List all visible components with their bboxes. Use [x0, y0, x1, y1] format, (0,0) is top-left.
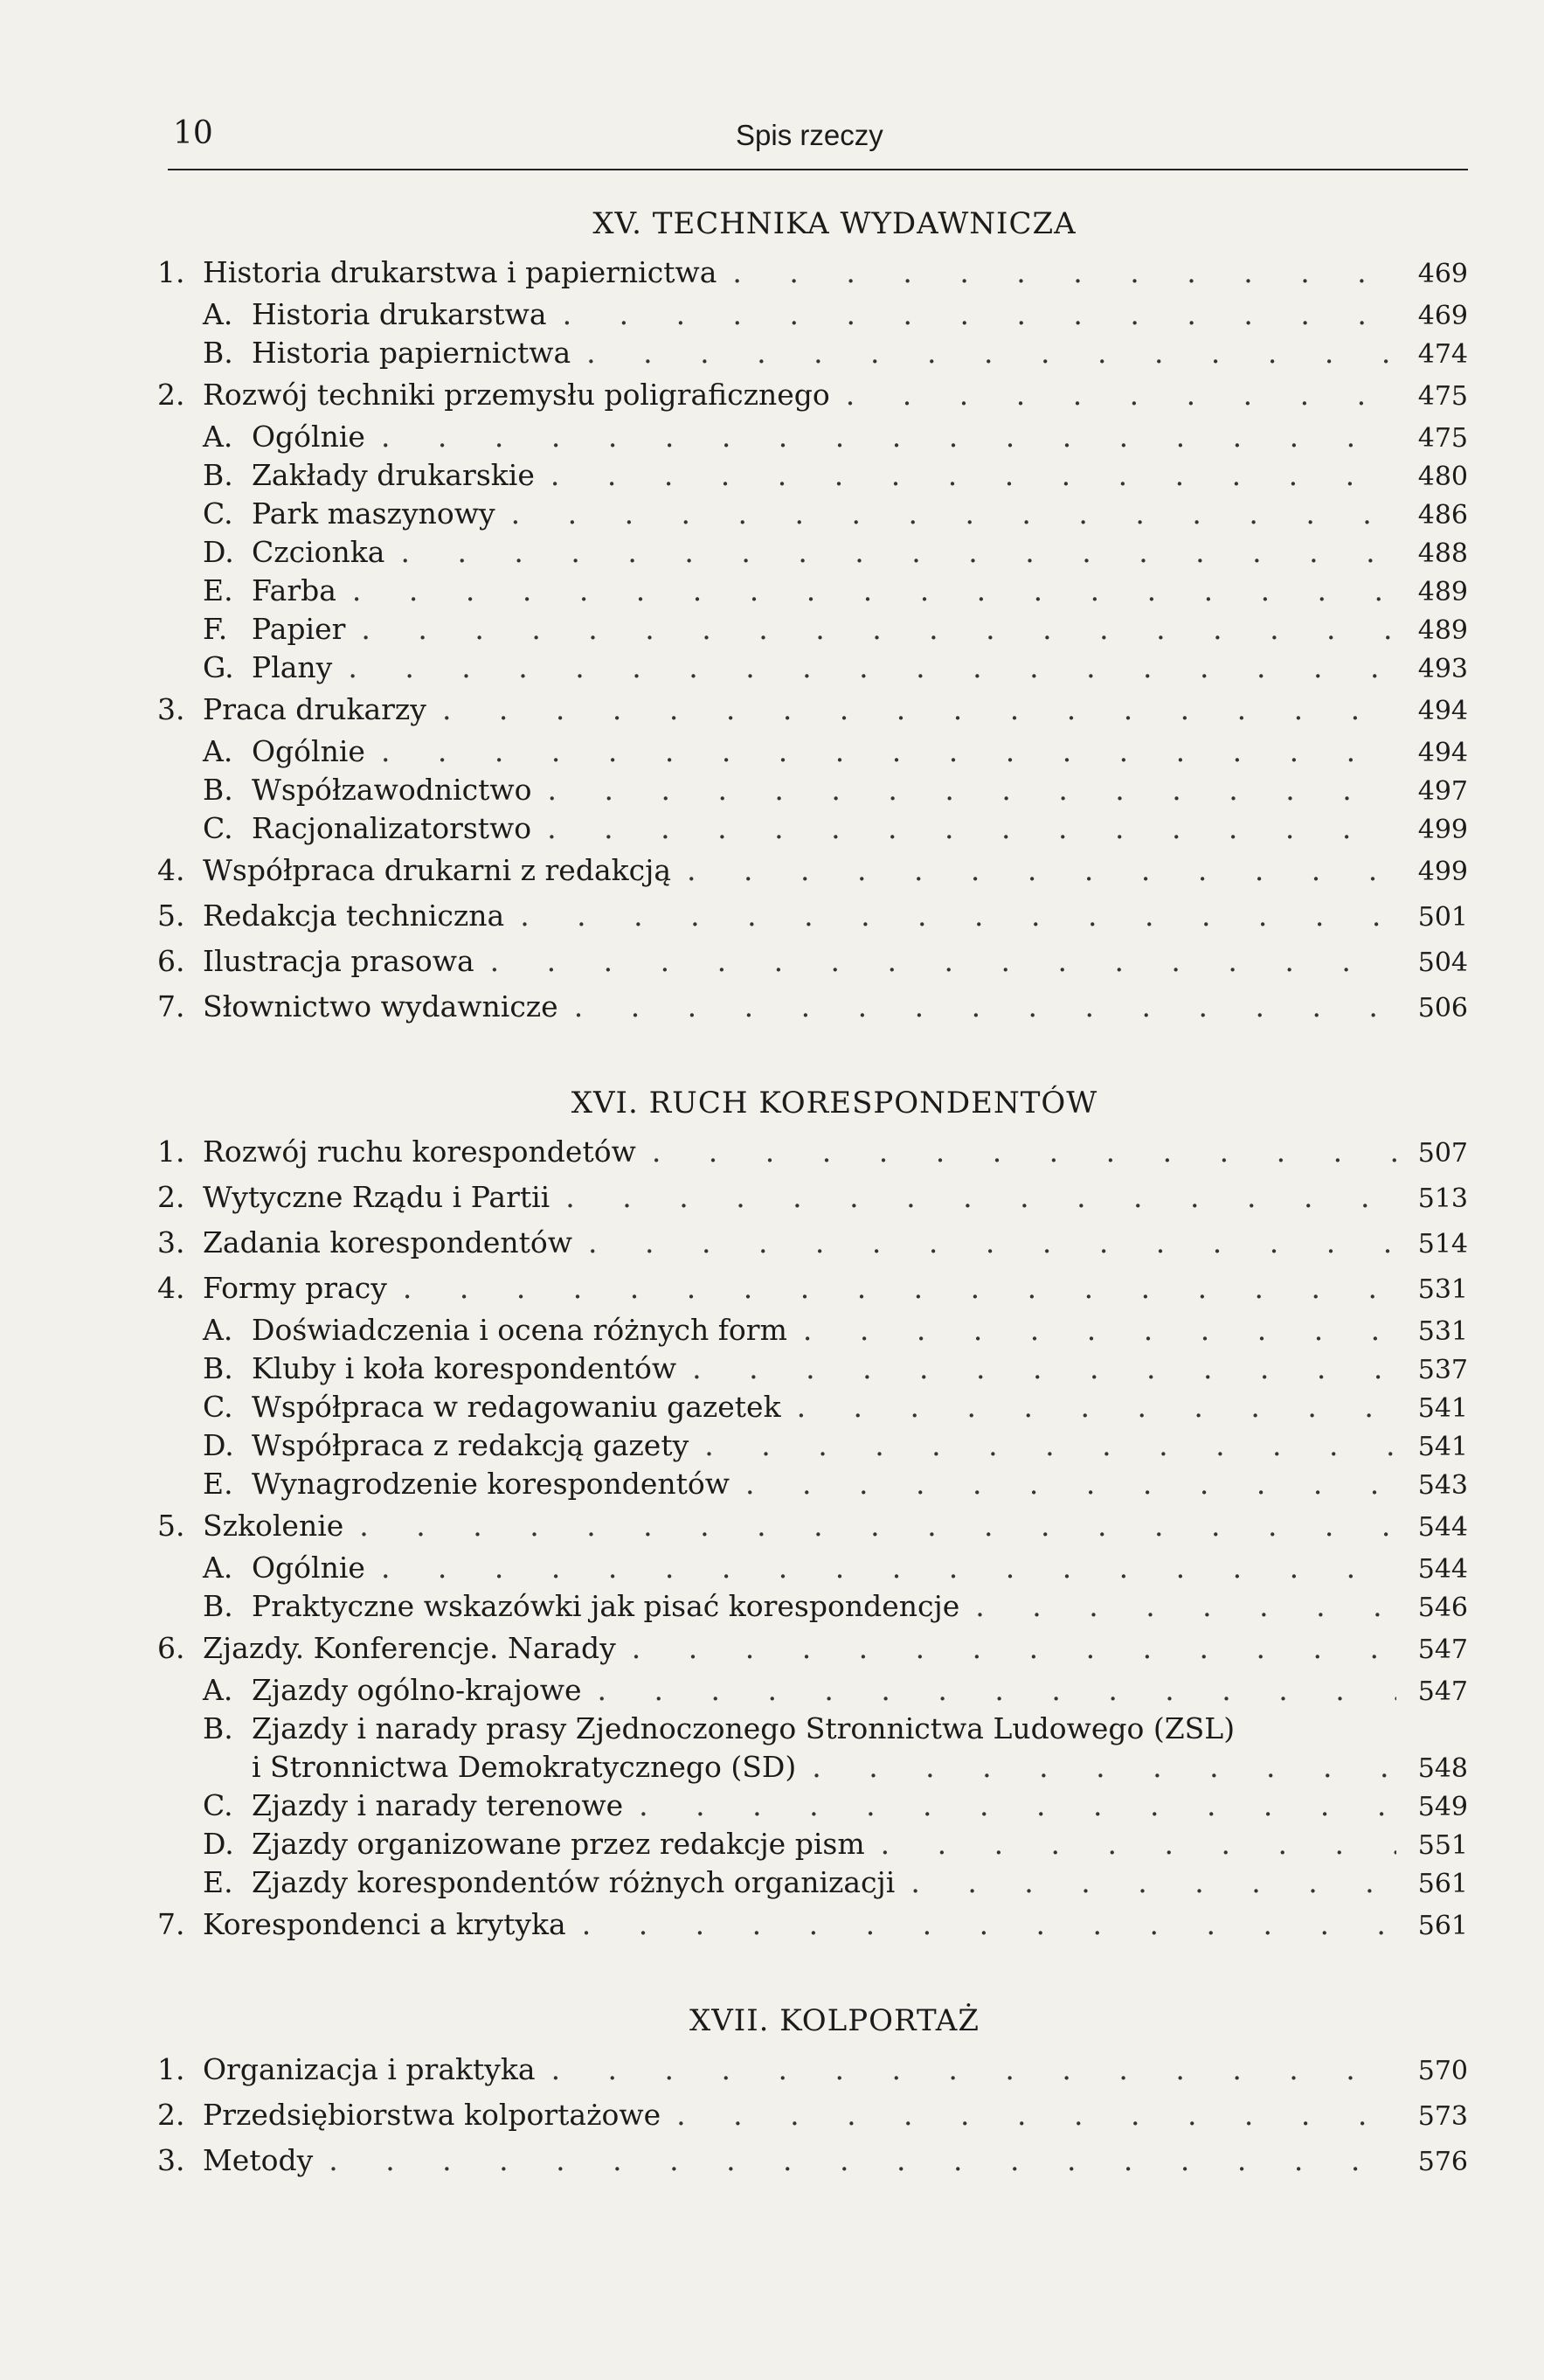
page-number: 10: [173, 115, 213, 151]
dot-leader: [812, 1748, 1396, 1787]
entry-number: A.: [203, 734, 233, 768]
entry-number: C.: [203, 1390, 233, 1424]
entry-title: Park maszynowy: [252, 496, 495, 531]
toc-entry: [157, 533, 1468, 572]
entry-number: B.: [203, 773, 233, 807]
dot-leader: [598, 1671, 1397, 1710]
entry-page-number: 499: [1417, 857, 1468, 887]
entry-title: Zjazdy organizowane przez redakcje pism: [252, 1827, 865, 1861]
dot-leader: [632, 1626, 1396, 1671]
toc-entry: [157, 572, 1468, 610]
toc-entry: [157, 372, 1468, 418]
entry-page-number: 499: [1417, 815, 1468, 845]
entry-page-number: 514: [1417, 1229, 1468, 1259]
page-header: [168, 112, 1468, 164]
toc-entry: [157, 2047, 1468, 2092]
entry-number: 5.: [157, 899, 185, 933]
toc-entry: [157, 1426, 1468, 1465]
toc-entry: [157, 1902, 1468, 1947]
dot-leader: [975, 1587, 1396, 1626]
entry-number: 5.: [157, 1509, 185, 1543]
entry-page-number: 537: [1417, 1355, 1468, 1385]
entry-number: A.: [203, 1551, 233, 1585]
dot-leader: [639, 1787, 1396, 1825]
toc-entry: [157, 1671, 1468, 1710]
toc-entry: [157, 1863, 1468, 1902]
dot-leader: [551, 2047, 1396, 2092]
entry-page-number: 497: [1417, 776, 1468, 807]
entry-number: C.: [203, 1788, 233, 1822]
entry-title: Racjonalizatorstwo: [252, 811, 532, 845]
toc-entry: [157, 2138, 1468, 2183]
section-title: XVII. KOLPORTAŻ: [689, 2003, 980, 2038]
toc-section: [157, 198, 1468, 1030]
entry-number: 2.: [157, 378, 185, 412]
entry-title: Ogólnie: [252, 420, 365, 454]
section-title: XV. TECHNIKA WYDAWNICZA: [592, 206, 1077, 241]
entry-page-number: 547: [1417, 1676, 1468, 1707]
entry-number: E.: [203, 1865, 233, 1899]
dot-leader: [803, 1311, 1396, 1350]
entry-number: 1.: [157, 255, 185, 289]
entry-page-number: 507: [1417, 1138, 1468, 1169]
entry-number: D.: [203, 1428, 234, 1462]
entry-number: F.: [203, 612, 228, 646]
entry-page-number: 561: [1417, 1911, 1468, 1941]
entry-title: Zjazdy ogólno-krajowe: [252, 1673, 582, 1707]
entry-title: Historia drukarstwa i papiernictwa: [203, 255, 717, 289]
entry-title: Formy pracy: [203, 1271, 387, 1305]
entry-number: 6.: [157, 1631, 185, 1665]
entry-page-number: 489: [1417, 577, 1468, 607]
entry-number: B.: [203, 1351, 233, 1385]
entry-title: Współpraca w redagowaniu gazetek: [252, 1390, 781, 1424]
entry-number: A.: [203, 1673, 233, 1707]
entry-title: Ogólnie: [252, 1551, 365, 1585]
running-title: Spis rzeczy: [736, 119, 883, 151]
entry-title: Doświadczenia i ocena różnych form: [252, 1313, 787, 1347]
entry-number: A.: [203, 297, 233, 331]
toc-entry: [157, 1266, 1468, 1311]
entry-number: E.: [203, 1467, 233, 1501]
dot-leader: [550, 456, 1396, 495]
toc-entry: [157, 610, 1468, 649]
toc-entry: [157, 1220, 1468, 1266]
toc-entry: [157, 1587, 1468, 1626]
entry-page-number: 513: [1417, 1183, 1468, 1214]
toc-entry: [157, 809, 1468, 848]
toc-entry: [157, 295, 1468, 334]
entry-page-number: 494: [1417, 738, 1468, 768]
toc-entry: [157, 418, 1468, 456]
entry-title: Wynagrodzenie korespondentów: [252, 1467, 730, 1501]
entry-title: Czcionka: [252, 535, 385, 569]
toc-entry: [157, 939, 1468, 984]
toc-entry: [157, 250, 1468, 295]
entry-page-number: 549: [1417, 1792, 1468, 1822]
dot-leader: [704, 1426, 1396, 1465]
entry-page-number: 551: [1417, 1830, 1468, 1861]
dot-leader: [352, 572, 1396, 610]
toc-entry: [157, 1129, 1468, 1175]
entry-page-number: 544: [1417, 1554, 1468, 1585]
dot-leader: [361, 610, 1396, 649]
entry-page-number: 570: [1417, 2056, 1468, 2086]
entry-title: Zakłady drukarskie: [252, 458, 535, 492]
entry-page-number: 475: [1417, 423, 1468, 454]
dot-leader: [548, 771, 1396, 809]
dot-leader: [381, 418, 1396, 456]
entry-number: B.: [203, 1711, 233, 1745]
entry-title: Metody: [203, 2143, 314, 2177]
entry-number: 1.: [157, 2052, 185, 2086]
toc-entry: [157, 984, 1468, 1030]
entry-title: Wytyczne Rządu i Partii: [203, 1180, 550, 1214]
dot-leader: [652, 1129, 1396, 1175]
entry-page-number: 493: [1417, 654, 1468, 684]
entry-page-number: 546: [1417, 1592, 1468, 1623]
dot-leader: [563, 295, 1396, 334]
entry-page-number: 541: [1417, 1432, 1468, 1462]
dot-leader: [692, 1350, 1396, 1388]
header-rule: [168, 169, 1468, 170]
entry-title: Historia drukarstwa: [252, 297, 547, 331]
dot-leader: [582, 1902, 1396, 1947]
dot-leader: [588, 1220, 1396, 1266]
entry-title: Współzawodnictwo: [252, 773, 532, 807]
entry-page-number: 561: [1417, 1869, 1468, 1899]
dot-leader: [403, 1266, 1396, 1311]
entry-title: Zjazdy. Konferencje. Narady: [203, 1631, 616, 1665]
toc-entry-continued: [157, 1748, 1468, 1787]
toc-entry: [157, 1175, 1468, 1220]
toc-entry: [157, 771, 1468, 809]
dot-leader: [381, 732, 1396, 771]
entry-number: A.: [203, 1313, 233, 1347]
entry-title: Ogólnie: [252, 734, 365, 768]
toc-section: [157, 1077, 1468, 1947]
entry-title: Rozwój techniki przemysłu poligraficznego: [203, 378, 830, 412]
table-of-contents: [157, 198, 1468, 2231]
entry-number: 7.: [157, 989, 185, 1023]
entry-number: D.: [203, 1827, 234, 1861]
entry-number: C.: [203, 811, 233, 845]
toc-entry: [157, 1787, 1468, 1825]
dot-leader: [846, 372, 1396, 418]
entry-number: 2.: [157, 1180, 185, 1214]
entry-title: Farba: [252, 573, 336, 607]
toc-entry: [157, 495, 1468, 533]
dot-leader: [586, 334, 1396, 372]
entry-page-number: 480: [1417, 461, 1468, 492]
entry-number: 3.: [157, 2143, 185, 2177]
dot-leader: [881, 1825, 1396, 1863]
toc-entry: [157, 687, 1468, 732]
toc-entry: [157, 1465, 1468, 1503]
entry-title: Rozwój ruchu korespondetów: [203, 1134, 636, 1169]
entry-number: G.: [203, 650, 234, 684]
entry-page-number: 531: [1417, 1316, 1468, 1347]
dot-leader: [442, 687, 1396, 732]
entry-page-number: 486: [1417, 500, 1468, 531]
entry-title: Zjazdy korespondentów różnych organizacji: [252, 1865, 896, 1899]
entry-page-number: 475: [1417, 381, 1468, 412]
toc-entry: [157, 1549, 1468, 1587]
toc-entry: [157, 1825, 1468, 1863]
entry-number: C.: [203, 496, 233, 531]
entry-page-number: 541: [1417, 1393, 1468, 1424]
entry-page-number: 494: [1417, 696, 1468, 726]
entry-title: Papier: [252, 612, 346, 646]
entry-title: Zjazdy i narady prasy Zjednoczonego Stronnictwa Ludowego (ZSL): [252, 1711, 1236, 1745]
entry-title: Redakcja techniczna: [203, 899, 505, 933]
entry-title: Ilustracja prasowa: [203, 944, 474, 978]
dot-leader: [490, 939, 1396, 984]
entry-number: 6.: [157, 944, 185, 978]
entry-number: 7.: [157, 1907, 185, 1941]
entry-page-number: 506: [1417, 993, 1468, 1023]
entry-number: 3.: [157, 1225, 185, 1259]
dot-leader: [687, 848, 1396, 893]
entry-number: 3.: [157, 692, 185, 726]
entry-page-number: 543: [1417, 1470, 1468, 1501]
entry-title: Korespondenci a krytyka: [203, 1907, 566, 1941]
entry-page-number: 501: [1417, 902, 1468, 933]
dot-leader: [359, 1503, 1396, 1549]
entry-title: Kluby i koła korespondentów: [252, 1351, 677, 1385]
entry-page-number: 474: [1417, 339, 1468, 370]
entry-page-number: 489: [1417, 615, 1468, 646]
dot-leader: [676, 2092, 1396, 2138]
entry-page-number: 469: [1417, 301, 1468, 331]
entry-number: A.: [203, 420, 233, 454]
toc-entry: [157, 2092, 1468, 2138]
entry-page-number: 469: [1417, 259, 1468, 289]
entry-page-number: 544: [1417, 1512, 1468, 1543]
dot-leader: [745, 1465, 1396, 1503]
entry-number: 4.: [157, 853, 185, 887]
toc-entry: [157, 732, 1468, 771]
dot-leader: [348, 649, 1396, 687]
entry-title: Praktyczne wskazówki jak pisać korespondencje: [252, 1589, 960, 1623]
toc-entry: [157, 1311, 1468, 1350]
entry-title-continued: i Stronnictwa Demokratycznego (SD): [252, 1750, 797, 1784]
dot-leader: [574, 984, 1396, 1030]
entry-page-number: 504: [1417, 947, 1468, 978]
toc-entry: [157, 893, 1468, 939]
toc-entry: [157, 1626, 1468, 1671]
section-title: XVI. RUCH KORESPONDENTÓW: [571, 1086, 1098, 1121]
dot-leader: [381, 1549, 1396, 1587]
entry-title: Organizacja i praktyka: [203, 2052, 536, 2086]
entry-number: E.: [203, 573, 233, 607]
entry-number: B.: [203, 1589, 233, 1623]
dot-leader: [547, 809, 1396, 848]
entry-number: 4.: [157, 1271, 185, 1305]
entry-page-number: 576: [1417, 2147, 1468, 2177]
entry-page-number: 548: [1417, 1753, 1468, 1784]
entry-title: Praca drukarzy: [203, 692, 426, 726]
toc-entry: [157, 848, 1468, 893]
toc-entry: [157, 456, 1468, 495]
entry-number: 2.: [157, 2098, 185, 2132]
entry-title: Przedsiębiorstwa kolportażowe: [203, 2098, 661, 2132]
toc-entry: [157, 1710, 1468, 1748]
dot-leader: [732, 250, 1396, 295]
entry-title: Szkolenie: [203, 1509, 344, 1543]
toc-entry: [157, 649, 1468, 687]
entry-title: Słownictwo wydawnicze: [203, 989, 558, 1023]
entry-title: Historia papiernictwa: [252, 336, 571, 370]
entry-title: Zadania korespondentów: [203, 1225, 573, 1259]
dot-leader: [520, 893, 1396, 939]
toc-entry: [157, 1388, 1468, 1426]
entry-title: Zjazdy i narady terenowe: [252, 1788, 624, 1822]
dot-leader: [910, 1863, 1396, 1902]
toc-entry: [157, 1503, 1468, 1549]
entry-title: Współpraca drukarni z redakcją: [203, 853, 672, 887]
entry-page-number: 488: [1417, 538, 1468, 569]
dot-leader: [797, 1388, 1396, 1426]
toc-entry: [157, 334, 1468, 372]
toc-entry: [157, 1350, 1468, 1388]
toc-section: [157, 1995, 1468, 2183]
entry-title: Plany: [252, 650, 333, 684]
entry-page-number: 531: [1417, 1274, 1468, 1305]
entry-title: Współpraca z redakcją gazety: [252, 1428, 689, 1462]
dot-leader: [511, 495, 1396, 533]
dot-leader: [565, 1175, 1396, 1220]
dot-leader: [400, 533, 1396, 572]
entry-number: D.: [203, 535, 234, 569]
entry-number: 1.: [157, 1134, 185, 1169]
entry-number: B.: [203, 458, 233, 492]
entry-page-number: 547: [1417, 1634, 1468, 1665]
entry-page-number: 573: [1417, 2101, 1468, 2132]
entry-number: B.: [203, 336, 233, 370]
dot-leader: [329, 2138, 1396, 2183]
